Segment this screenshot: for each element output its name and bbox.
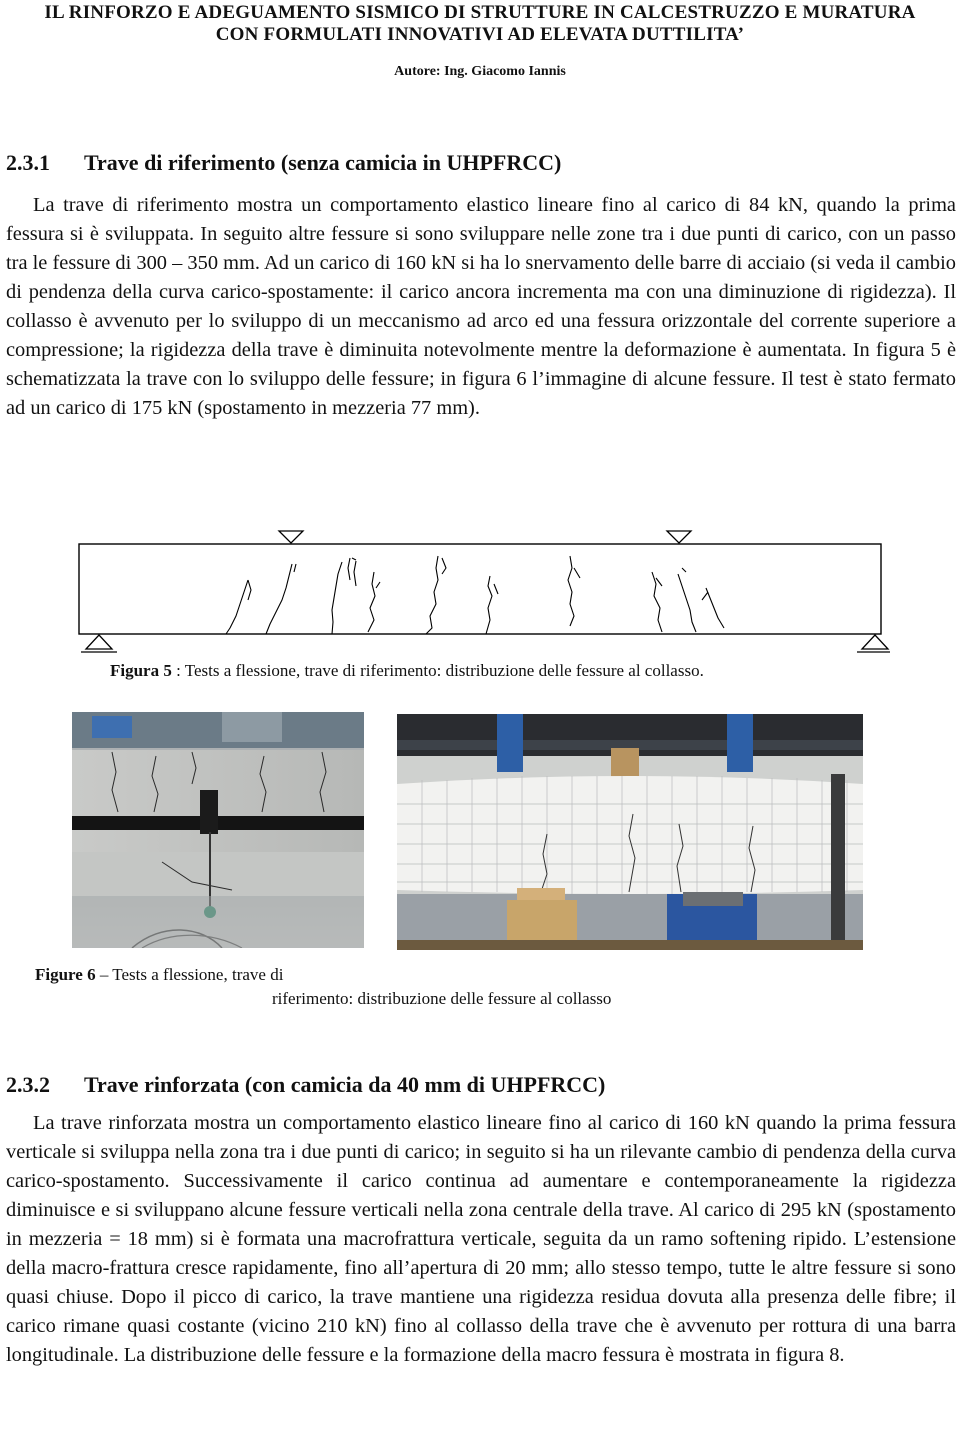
beam-photo-left [72, 712, 364, 948]
beam-crack-diagram [70, 528, 890, 660]
document-title-line-1: IL RINFORZO E ADEGUAMENTO SISMICO DI STRUTTURE IN CALCESTRUZZO E MURATURA [44, 2, 916, 23]
author-line: Autore: Ing. Giacomo Iannis [394, 64, 566, 79]
document-title-line-2: CON FORMULATI INNOVATIVI AD ELEVATA DUTTILITA’ [215, 24, 745, 45]
beam-photo-right-svg [397, 714, 863, 950]
section-paragraph-2-3-2: La trave rinforzata mostra un comportamento elastico lineare fino al carico di 160 kN quando la prima fessura verticale si sviluppa nella zona tra i due punti di carico; in seguito si ha un rilevante cambio di pendenza della curva carico-spostamento. Successivamente il carico continua ad aumentare e contemporaneamente la rigidezza diminuisce e si sviluppano alcune fessure verticali nella zona centrale della trave. Al carico di 295 kN (spostamento in mezzeria = 18 mm) si è formata una macrofrattura verticale, seguita da un ramo softening ripido. L’estensione della macro-frattura cresce rapidamente, fino all’apertura di 20 mm; allo stesso tempo, tutte le altre fessure si sono quasi chiuse. Dopo il picco di carico, la trave mantiene una rigidezza residua dovuta alla presenza delle fibre; il carico rimane quasi costante (vicino 210 kN) fino al collasso della trave che è avvenuto per rottura di una barra longitudinale. La distribuzione delle fessure e la formazione della macro fessura è mostrata in figura 8. [6, 1112, 956, 1366]
support-left-icon [86, 635, 112, 649]
section-heading-2-3-1 [6, 150, 561, 176]
section-title: Trave rinforzata (con camicia da 40 mm di UHPFRCC) [84, 1072, 606, 1097]
figure-6-caption-line-1 [35, 965, 283, 985]
beam-photo-right [397, 714, 863, 950]
figure-6-caption-text: – Tests a flessione, trave di [95, 965, 284, 984]
section-number: 2.3.1 [6, 150, 50, 175]
load-point-right-icon [667, 531, 691, 543]
figure-5-caption-text: : Tests a flessione, trave di riferimento: distribuzione delle fessure al collasso. [171, 661, 704, 680]
section-title: Trave di riferimento (senza camicia in UHPFRCC) [84, 150, 562, 175]
figure-6-caption-line-2: riferimento: distribuzione delle fessure al collasso [272, 989, 612, 1008]
figure-6-label: Figure 6 [35, 965, 96, 984]
beam-outline [79, 544, 881, 634]
figure-5-caption [110, 661, 704, 681]
section-number: 2.3.2 [6, 1072, 50, 1097]
beam-crack-svg [70, 528, 890, 660]
beam-photo-left-svg [72, 712, 364, 948]
section-heading-2-3-2 [6, 1072, 605, 1098]
support-right-icon [862, 635, 888, 649]
figure-5-label: Figura 5 [110, 661, 172, 680]
load-point-left-icon [279, 531, 303, 543]
section-paragraph-2-3-1: La trave di riferimento mostra un comportamento elastico lineare fino al carico di 84 kN, quando la prima fessura si è sviluppata. In seguito altre fessure si sono sviluppare nelle zone tra i due punti di carico, con un passo tra le fessure di 300 – 350 mm. Ad un carico di 160 kN si ha lo snervamento delle barre di acciaio (si veda il cambio di pendenza della curva carico-spostamente: il carico ancora incrementa ma con una diminuzione di rigidezza). Il collasso è avvenuto per lo sviluppo di un meccanismo ad arco ed una fessura orizzontale del corrente superiore a compressione; la rigidezza della trave è diminuita notevolmente mentre la deformazione è aumentata. In figura 5 è schematizzata la trave con lo sviluppo delle fessure; in figura 6 l’immagine di alcune fessure. Il test è stato fermato ad un carico di 175 kN (spostamento in mezzeria 77 mm). [6, 194, 956, 419]
